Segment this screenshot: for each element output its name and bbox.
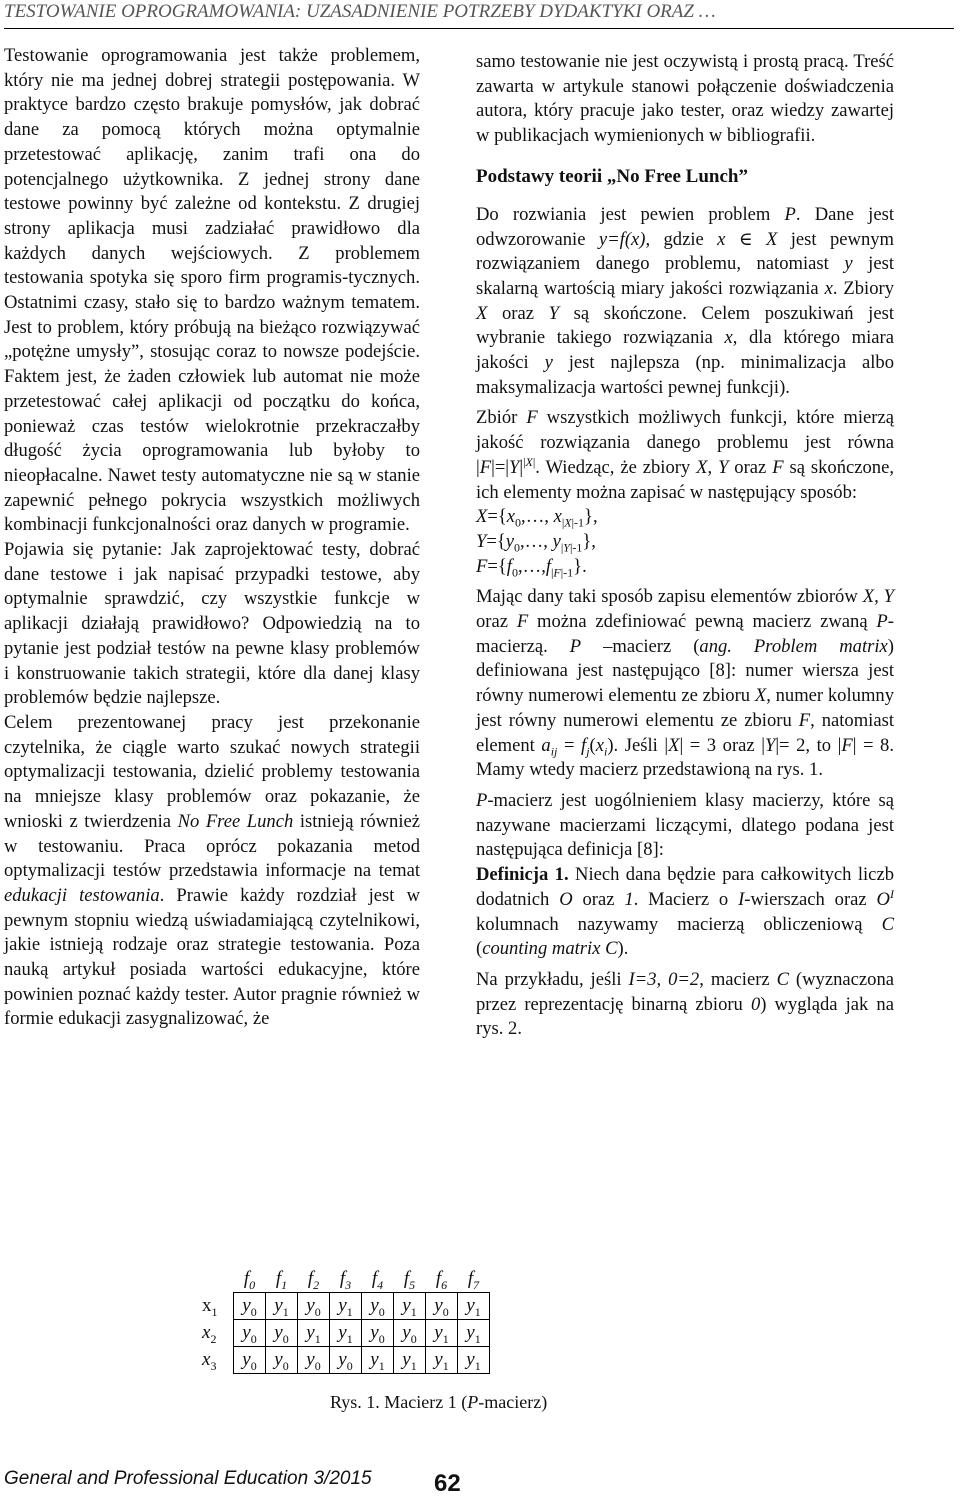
journal-issue: 3/2015 [313,1468,372,1489]
paragraph-generalization: P-macierz jest uogólnieniem klasy macierzy, które są nazywane macierzami liczącymi, dlatego podana jest następująca definicja [8]: [476,789,894,861]
matrix-header-row [200,1266,490,1293]
paragraph-problem: Do rozwiania jest pewien problem P. Dane jest odwzorowanie y=f(x), gdzie x ∈ X jest pewnym rozwiązaniem danego problemu, natomiast y jest skalarną wartością miary jakości rozwiązania x. Zbiory X oraz Y są skończone. Celem poszukiwań jest wybranie takiego rozwiązania x, dla którego miara jakości y jest najlepsza (np. minimalizacja albo maksymalizacja wartości pewnej funkcji). [476,203,895,398]
matrix-cell: $y_1$ [394,1347,426,1374]
matrix-row [200,1320,490,1347]
matrix-body [200,1293,490,1374]
matrix-cell: $y_0$ [234,1347,266,1374]
matrix-cell: $y_1$ [458,1347,490,1374]
matrix-cell: $y_1$ [426,1320,458,1347]
matrix-column-header: $f_5$ [403,1268,416,1292]
matrix-cell: $y_1$ [330,1320,362,1347]
matrix-corner [200,1266,234,1293]
matrix-cell: $y_1$ [266,1293,298,1320]
section-heading: Podstawy teorii „No Free Lunch” [476,165,748,187]
matrix-row [200,1293,490,1320]
matrix-cell: $y_0$ [362,1320,394,1347]
equation-f: $F=\{f_0,\dots,f_{|F|-1}\}$. [476,555,587,580]
matrix-cell: $y_0$ [266,1320,298,1347]
figure-caption: Rys. 1. Macierz 1 (P-macierz) [330,1392,548,1412]
matrix-cell: $y_1$ [298,1320,330,1347]
no-free-lunch-term: No Free Lunch [177,810,294,832]
journal-footer [4,1468,372,1490]
matrix-cell: $y_0$ [298,1347,330,1374]
aim-text-c: . Prawie każdy rozdział jest w pewnym stopniu wiedzą uświadamiającą czytelnikowi, jakie istnieją rodzaje oraz strategie testowania. Poza nauką artykuł posiada wartości edukacyjne, które powinien poznać każdy tester. Autor pragnie również w formie edukacji zasygnalizować, że [4,884,420,1030]
journal-name: General and Professional Education [4,1468,309,1489]
paragraph-example: Na przykładu, jeśli I=3, 0=2, macierz C (wyznaczona przez reprezentację binarną zbioru 0) wygląda jak na rys. 2. [476,968,895,1040]
page-number: 62 [434,1470,461,1497]
matrix-column-header: $f_6$ [435,1268,448,1292]
matrix-cell: $y_1$ [458,1320,490,1347]
matrix-column-header: $f_7$ [467,1268,480,1292]
matrix-cell: $y_0$ [330,1347,362,1374]
aim-text-a: Celem prezentowanej pracy jest przekonanie czytelnika, że ciągle warto szukać nowych strategii optymalizacji testowania, dzielić problemy testowania na mniejsze klasy problemów oraz pokazanie, że wnioski z twierdzenia [4,711,420,832]
matrix-row-header: $x_2$ [202,1322,217,1346]
matrix-cell: $y_0$ [266,1347,298,1374]
matrix-column-header: $f_4$ [371,1268,384,1292]
p-matrix-figure [200,1266,490,1374]
paragraph-definition [476,863,894,962]
matrix-column-header: $f_2$ [307,1268,320,1292]
matrix-cell: $y_1$ [394,1293,426,1320]
matrix-cell: $y_0$ [298,1293,330,1320]
paragraph-aim [4,711,420,1032]
matrix-cell: $y_0$ [234,1293,266,1320]
paragraph-intro: Testowanie oprogramowania jest także problemem, który nie ma jednej dobrej strategii postępowania. W praktyce bardzo często brakuje pomysłów, jak dobrać dane za pomocą których można optymalnie przetestować aplikację, zanim trafi ona do potencjalnego użytkownika. Z jednej strony dane testowe powinny być zależne od kontekstu. Z drugiej strony aplikacja musi zadziałać prawidłowo dla każdych danych wejściowych. Z problemem testowania spotyka się sporo firm programis-tycznych. Ostatnimi czasy, stało się to bardzo ważnym tematem. Jest to problem, który próbują na bieżąco rozwiązywać „potężne umysły”, stosując coraz to nowsze podejście. Faktem jest, że żaden człowiek lub automat nie może przetestować całej aplikacji od początku do końca, ponieważ czas testów wielokrotnie przekraczałby długość życia oprogramowania lub byłoby to nieopłacalne. Nawet testy automatyczne nie są w stanie zapewnić pełnego pokrycia wszystkich możliwych kombinacji funkcjonalności oraz danych w programie. [4,45,420,536]
matrix-cell: $y_0$ [362,1293,394,1320]
matrix-cell: $y_1$ [426,1347,458,1374]
matrix-column-header: $f_3$ [339,1268,352,1292]
matrix-cell: $y_0$ [234,1320,266,1347]
running-header: TESTOWANIE OPROGRAMOWANIA: UZASADNIENIE POTRZEBY DYDAKTYKI ORAZ … [4,0,954,29]
matrix-cell: $y_1$ [458,1293,490,1320]
left-column [4,44,420,1032]
matrix-row [200,1347,490,1374]
equation-x: $X=\{x_0,\dots$, $x_{|X|-1}$}, [476,506,598,530]
matrix-cell: $y_1$ [362,1347,394,1374]
aim-text-b: istnieją również w testowaniu. Praca oprócz pokazania metod optymalizacji testów przedstawia informacje na temat [4,810,421,882]
matrix-column-header: $f_1$ [275,1268,288,1292]
matrix-row-header: $x_3$ [202,1349,217,1373]
equation-y: $Y=\{y_0,\dots$, $y_{|Y|-1}$}, [476,530,596,555]
matrix-cell: $y_0$ [394,1320,426,1347]
edukacja-term: edukacji testowania [4,884,160,906]
p-matrix-table [200,1266,490,1374]
matrix-column-header: $f_0$ [243,1268,256,1292]
paragraph-question: Pojawia się pytanie: Jak zaprojektować testy, dobrać dane testowe i jak napisać przypadki testowe, aby optymalnie sprawdzić, czy wszystkie funkcje w aplikacji działają prawidłowo? Odpowiedzią na to pytanie jest podział testów na pewne klasy problemów i konstruowanie takich strategii, które dla danej klasy problemów będzie najlepsze. [4,539,420,709]
definition-label: Definicja 1. [476,864,569,886]
matrix-cell: $y_0$ [426,1293,458,1320]
matrix-row-header: $x_1$ [202,1295,218,1319]
paragraph-function-set: Zbiór F wszystkich możliwych funkcji, które mierzą jakość rozwiązania danego problemu jest równa $|F|=|Y|^{|X|}$. Wiedząc, że zbiory X, Y oraz F są skończone, ich elementy można zapisać w następujący sposób: [476,407,895,503]
paragraph-p-matrix: Mając dany taki sposób zapisu elementów zbiorów X, Y oraz F można zdefiniować pewną macierz zwaną P-macierzą. P –macierz (ang. Problem matrix) definiowana jest następująco [8]: numer wiersza jest równy numerowi elementu ze zbioru X, numer kolumny jest równy numerowi elementu ze zbioru F, natomiast element $a_{ij} = f_j(x_i)$. Jeśli |X| = 3 oraz |Y|= 2, to |F| = 8. Mamy wtedy macierz przedstawioną na rys. 1. [476,586,895,781]
matrix-cell: $y_1$ [330,1293,362,1320]
right-column [476,50,894,1042]
paragraph-continuation: samo testowanie nie jest oczywistą i prostą pracą. Treść zawarta w artykule stanowi połączenie doświadczenia autora, który pracuje jako tester, oraz wiedzy zawartej w publikacjach wymienionych w bibliografii. [476,51,894,147]
definition-body: Niech dana będzie para całkowitych liczb dodatnich O oraz 1. Macierz o I-wierszach oraz $O^I$ kolumnach nazywamy macierzą obliczeniową C (counting matrix C). [476,864,894,960]
